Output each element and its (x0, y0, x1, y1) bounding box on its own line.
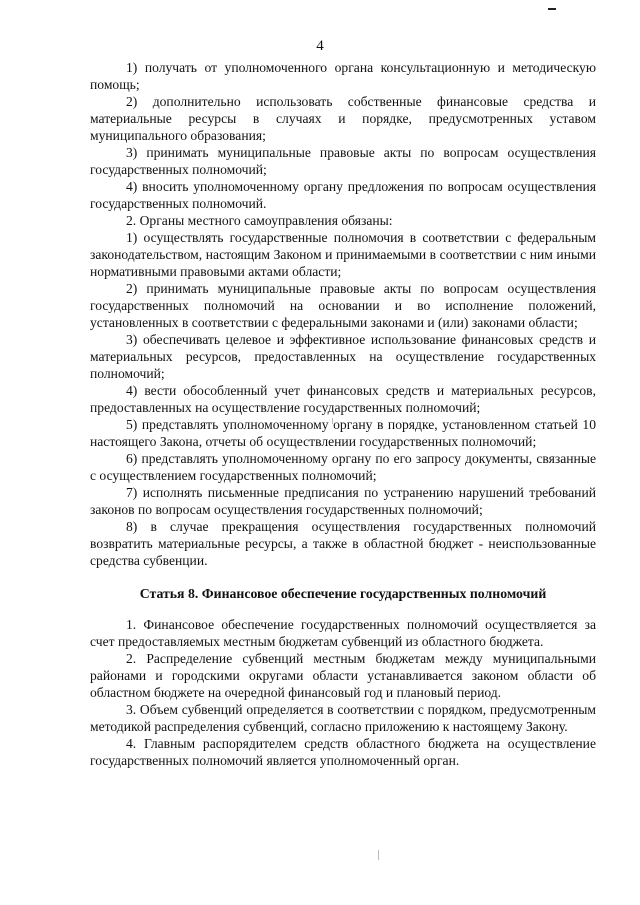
paragraph: 3. Объем субвенций определяется в соответствии с порядком, предусмотренным методикой распределения субвенций, согласно приложению к настоящему Закону. (90, 702, 596, 734)
paragraph: 2) принимать муниципальные правовые акты по вопросам осуществления государственных полномочий на основании и во исполнение положений, установленных в соответствии с федеральными законами и (или) законами области; (90, 281, 596, 330)
article-heading: Статья 8. Финансовое обеспечение государственных полномочий (139, 586, 547, 601)
paragraph: 2) дополнительно использовать собственные финансовые средства и материальные ресурсы в случаях и порядке, предусмотренных уставом муниципального образования; (90, 94, 596, 143)
paragraph: 3) обеспечивать целевое и эффективное использование финансовых средств и материальных ресурсов, предоставленных на осуществление государственных полномочий; (90, 332, 596, 381)
scan-artifact (378, 850, 379, 860)
paragraph: 1) осуществлять государственные полномочия в соответствии с федеральным законодательством, настоящим Законом и принимаемыми в соответствии с ним иными нормативными правовыми актами области; (90, 230, 596, 279)
document-body (90, 59, 596, 769)
paragraph: 5) представлять уполномоченному органу в порядке, установленном статьей 10 настоящего Закона, отчеты об осуществлении государственных полномочий; (90, 417, 596, 449)
scan-mark (548, 8, 556, 10)
paragraph: 1. Финансовое обеспечение государственных полномочий осуществляется за счет предоставляемых местным бюджетам субвенций из областного бюджета. (90, 617, 596, 649)
paragraph: 6) представлять уполномоченному органу по его запросу документы, связанные с осуществлением государственных полномочий; (90, 451, 596, 483)
page-number: 4 (316, 38, 324, 54)
paragraph: 3) принимать муниципальные правовые акты по вопросам осуществления государственных полномочий; (90, 145, 596, 177)
paragraph: 8) в случае прекращения осуществления государственных полномочий возвратить материальные ресурсы, а также в областной бюджет - неиспользованные средства субвенции. (90, 519, 596, 568)
paragraph: 2. Органы местного самоуправления обязаны: (126, 213, 393, 228)
paragraph: 2. Распределение субвенций местным бюджетам между муниципальными районами и городскими округами области устанавливается законом области об областном бюджете на очередной финансовый год и плановый период. (90, 651, 596, 700)
paragraph: 4) вести обособленный учет финансовых средств и материальных ресурсов, предоставленных на осуществление государственных полномочий; (90, 383, 596, 415)
paragraph: 4. Главным распорядителем средств областного бюджета на осуществление государственных полномочий является уполномоченный орган. (90, 736, 596, 768)
paragraph: 1) получать от уполномоченного органа консультационную и методическую помощь; (90, 60, 596, 92)
paragraph: 4) вносить уполномоченному органу предложения по вопросам осуществления государственных полномочий. (90, 179, 596, 211)
paragraph: 7) исполнять письменные предписания по устранению нарушений требований законов по вопросам осуществления государственных полномочий; (90, 485, 596, 517)
